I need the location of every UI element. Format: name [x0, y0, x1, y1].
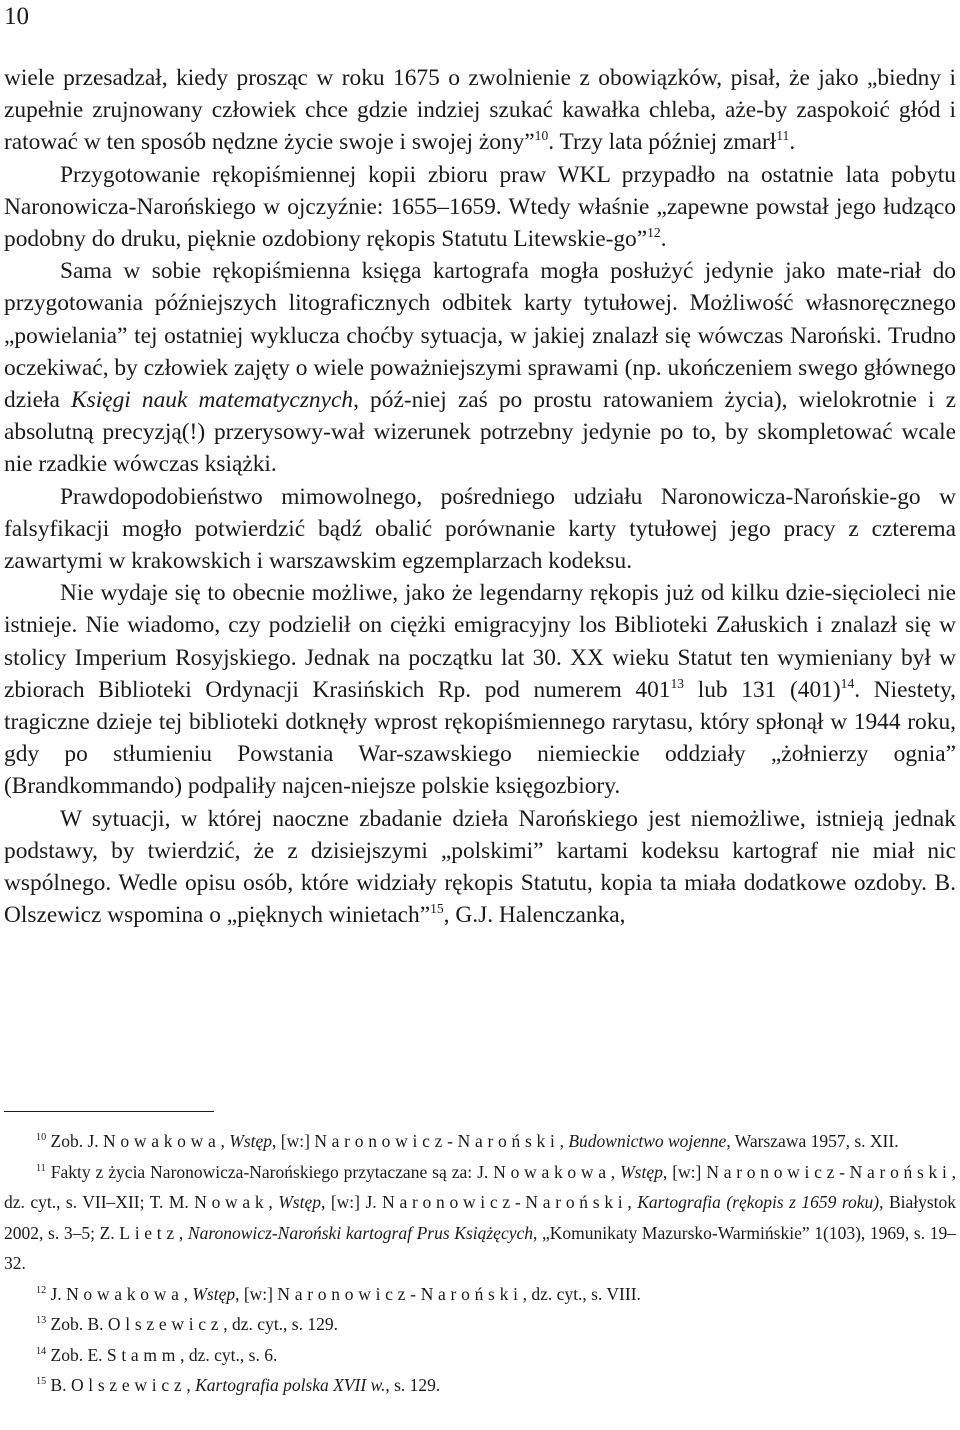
italic-title: Księgi nauk matematycznych: [70, 387, 354, 414]
footnote: [4, 1279, 956, 1310]
author-name: Olszewicz: [70, 1375, 187, 1395]
footnote-marker: 13: [670, 676, 685, 692]
paragraph-text: .: [789, 129, 796, 156]
footnote: [4, 1370, 956, 1401]
footnote-text: , s. 129.: [385, 1375, 441, 1395]
author-name: Nowakowa: [66, 1283, 184, 1304]
footnote-text: , dz. cyt., s. VIII.: [522, 1283, 641, 1304]
footnotes: [4, 1126, 956, 1401]
paragraph: [4, 62, 956, 159]
paragraph-text: Nie wydaje się to obecnie możliwe, jako że legendarny rękopis już od kilku dzie-sięcioleci nie istnieje. Nie wiadomo, czy podzielił on ciężki emigracyjny los Biblioteki Załuskich i znalazł się w stolicy Imperium Rosyjskiego. Jednak na początku lat 30. XX wieku Statut ten wymieniany był w zbiorach Biblioteki Ordynacji Krasińskich Rp. pod numerem 401: [4, 580, 956, 703]
footnote-marker: 14: [840, 676, 855, 692]
footnote-text: ,: [186, 1375, 196, 1395]
paragraph: [4, 255, 956, 480]
footnote-text: , dz. cyt., s. VII–XII; T. M.: [4, 1161, 956, 1212]
footnote-marker: 13: [36, 1315, 47, 1327]
footnote-text: B.: [46, 1375, 71, 1395]
author-name: Naronowicz-Naroński: [314, 1131, 560, 1151]
author-name: Naronowicz-Naroński: [706, 1161, 952, 1182]
paragraph-text: Prawdopodobieństwo mimowolnego, pośredniego udziału Naronowicza-Narońskie-go w falsyfikacji mogło potwierdzić bądź obalić porównanie karty tytułowej jego pracy z czterema zawartymi w krakowskich i warszawskim egzemplarzach kodeksu.: [4, 483, 956, 575]
footnote-text: Fakty z życia Naronowicza-Narońskiego przytaczane są za: J.: [45, 1161, 494, 1182]
paragraph-text: lub 131 (401): [684, 676, 841, 703]
paragraph-text: W sytuacji, w której naoczne zbadanie dzieła Narońskiego jest niemożliwe, istnieją jednak podstawy, by twierdzić, że z dzisiejszymi „polskimi” kartami kodeksu kartograf nie miał nic wspólnego. Wedle opisu osób, które widziały rękopis Statutu, kopia ta miała dodatkowe ozdoby. B. Olszewicz wspomina o „pięknych winietach”: [4, 805, 956, 929]
paragraph-text: Przygotowanie rękopiśmiennej kopii zbioru praw WKL przypadło na ostatnie lata pobytu Naronowicza-Narońskiego w ojczyźnie: 1655–1659. Wtedy właśnie „zapewne powstał jego łudząco podobny do druku, pięknie ozdobiony rękopis Statutu Litewskie-go”: [4, 161, 956, 253]
paragraph-text: wiele przesadzał, kiedy prosząc w roku 1675 o zwolnienie z obowiązków, pisał, że jako „biedny i zupełnie zrujnowany człowiek chce gdzie indziej szukać kawałka chleba, aże-by zaspokoić głód i ratować w ten sposób nędzne życie swoje i swojej żony”: [4, 65, 956, 156]
footnote-marker: 15: [36, 1376, 47, 1388]
footnote-text: ,: [627, 1192, 638, 1212]
paragraph-text: . Trzy lata później zmarł: [548, 129, 777, 156]
paragraph-text: . Niestety, tragiczne dzieje tej biblioteki dotknęły wprost rękopiśmiennego rarytasu, który spłonął w 1944 roku, gdy po stłumieniu Powstania War-szawskiego niemieckie oddziały „żołnierzy ognia” (Brandkommando) podpaliły najcen-niejsze polskie księgozbiory.: [4, 676, 956, 800]
footnote-text: , Warszawa 1957, s. XII.: [726, 1131, 899, 1151]
footnote-separator: [4, 1111, 214, 1112]
footnote-text: ,: [178, 1222, 188, 1243]
body-text: [4, 62, 956, 931]
paragraph-text: , póź-niej zaś po prostu ratowaniem życia), wielokrotnie i z absolutną precyzją(!) przerysowy-wał wizerunek potrzebny jedynie po to, by skompletować wcale nie rzadkie wówczas książki.: [4, 387, 956, 478]
footnote-text: Zob. B.: [46, 1314, 108, 1334]
footnote-text: , [w:]: [235, 1283, 278, 1304]
footnote-text: , [w:] J.: [321, 1192, 383, 1212]
footnote: [4, 1157, 956, 1279]
page-number: 10: [4, 3, 29, 30]
footnote-text: J.: [46, 1283, 67, 1304]
footnote-text: ,: [268, 1192, 279, 1212]
italic-title: Kartografia polska XVII w.: [195, 1375, 386, 1395]
footnote-marker: 11: [776, 128, 790, 144]
footnote-text: , dz. cyt., s. 6.: [180, 1344, 278, 1365]
footnote-text: ,: [220, 1131, 230, 1151]
italic-title: Wstęp: [278, 1192, 322, 1212]
footnote-text: ,: [610, 1161, 621, 1182]
footnote-text: , [w:]: [662, 1161, 707, 1182]
paragraph: [4, 577, 956, 802]
footnote-text: Zob. J.: [46, 1131, 103, 1151]
author-name: Nowakowa: [103, 1131, 221, 1151]
footnote-marker: 12: [647, 225, 661, 241]
footnote: [4, 1126, 956, 1157]
author-name: Nowak: [194, 1192, 269, 1212]
paragraph-text: .: [660, 226, 667, 253]
footnote-text: , Białystok 2002, s. 3–5; Z.: [4, 1192, 957, 1243]
footnote: [4, 1309, 956, 1340]
author-name: Stamm: [106, 1344, 181, 1365]
author-name: Nowakowa: [493, 1161, 611, 1182]
footnote-text: ,: [183, 1283, 193, 1304]
footnote-marker: 15: [430, 901, 444, 917]
paragraph: [4, 803, 956, 932]
author-name: Naronowicz-Naroński: [277, 1283, 523, 1304]
footnote-text: ,: [559, 1131, 569, 1151]
italic-title: Wstęp: [620, 1161, 663, 1182]
footnote-text: , „Komunikaty Mazursko-Warmińskie” 1(103), 1969, s. 19–32.: [4, 1222, 956, 1273]
footnote-marker: 11: [36, 1162, 46, 1174]
author-name: Lietz: [119, 1222, 179, 1243]
paragraph-text: , G.J. Halenczanka,: [443, 902, 626, 929]
footnote-text: Zob. E.: [46, 1344, 107, 1365]
footnote-marker: 12: [36, 1284, 47, 1296]
paragraph: [4, 481, 956, 578]
footnote-text: , dz. cyt., s. 129.: [223, 1314, 338, 1334]
italic-title: Budownictwo wojenne: [568, 1131, 727, 1151]
paragraph-text: Sama w sobie rękopiśmienna księga kartografa mogła posłużyć jedynie jako mate-riał do przygotowania późniejszych litograficznych odbitek karty tytułowej. Możliwość własnoręcznego „powielania” tej ostatniej wyklucza choćby sytuacja, w jakiej znalazł się wówczas Naroński. Trudno oczekiwać, by człowiek zajęty o wiele poważniejszymi sprawami (np. ukończeniem swego głównego dzieła: [4, 258, 956, 414]
italic-title: Naronowicz-Naroński kartograf Prus Książęcych: [187, 1222, 533, 1243]
italic-title: Wstęp: [229, 1131, 273, 1151]
italic-title: Wstęp: [192, 1283, 236, 1304]
author-name: Naronowicz-Naroński: [382, 1192, 628, 1212]
footnote-marker: 10: [36, 1132, 47, 1144]
author-name: Olszewicz: [107, 1314, 224, 1334]
footnote-text: , [w:]: [272, 1131, 315, 1151]
footnote: [4, 1340, 956, 1371]
footnote-marker: 14: [36, 1345, 47, 1357]
italic-title: Kartografia (rękopis z 1659 roku): [637, 1192, 880, 1212]
footnote-marker: 10: [534, 128, 549, 144]
paragraph: [4, 159, 956, 256]
